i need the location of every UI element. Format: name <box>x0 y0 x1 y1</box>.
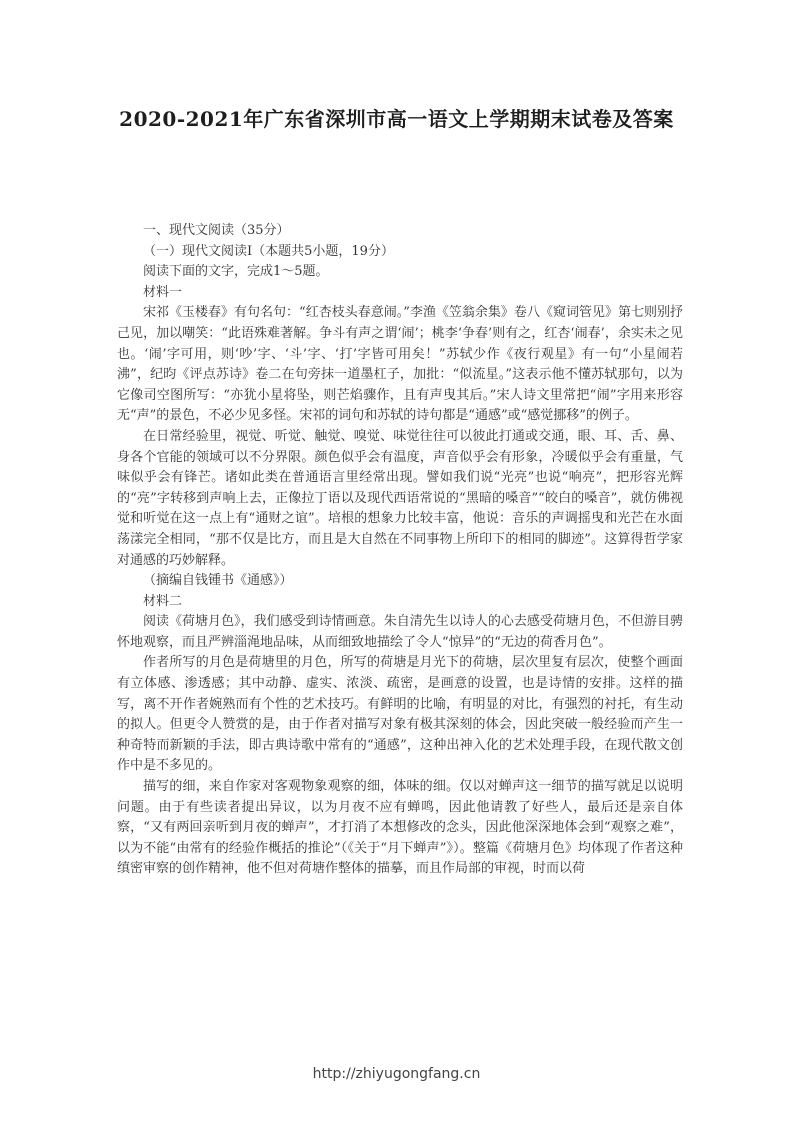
document-body <box>117 221 683 880</box>
material-one-source: （摘编自钱锺书《通感》） <box>143 573 293 589</box>
material-two-heading: 材料二 <box>143 593 183 609</box>
section-heading: 一、现代文阅读（35分） <box>143 223 290 238</box>
footer-url: http://zhiyugongfang.cn <box>312 1066 481 1082</box>
material-two-paragraph-2: 作者所写的月色是荷塘里的月色，所写的荷塘是月光下的荷塘，层次里复有层次，使整个画面有立体感、渗透感；其中动静、虚实、浓淡、疏密，是画意的设置，也是诗情的安排。这样的描写，离不开作者婉熟而有个性的艺术技巧。有鲜明的比喻，有明显的对比，有强烈的衬托，有生动的拟人。但更令人赞赏的是，由于作者对描写对象有极其深刻的体会，因此突破一般经验而产生一种奇特而新颖的手法，即古典诗歌中常有的“通感”，这种出神入化的艺术处理手段，在现代散文创作中是不多见的。 <box>117 655 683 774</box>
material-one-paragraph-2: 在日常经验里，视觉、听觉、触觉、嗅觉、味觉往往可以彼此打通或交通，眼、耳、舌、鼻、身各个官能的领域可以不分界限。颜色似乎会有温度，声音似乎会有形象，冷暖似乎会有重量，气味似乎会有锋芒。诸如此类在普通语言里经常出现。譬如我们说“光亮”也说“响亮”，把形容光辉的“亮”字转移到声响上去，正像拉丁语以及现代西语常说的“黑暗的嗓音”“皎白的嗓音”，就仿佛视觉和听觉在这一点上有“通财之谊”。培根的想象力比较丰富，他说：音乐的声调摇曳和光芒在水面荡漾完全相同，“那不仅是比方，而且是大自然在不同事物上所印下的相同的脚迹”。这算得哲学家对通感的巧妙解释。 <box>117 428 683 568</box>
document-title: 2020-2021年广东省深圳市高一语文上学期期末试卷及答案 <box>119 107 674 131</box>
reading-instruction: 阅读下面的文字，完成1～5题。 <box>143 264 329 280</box>
material-two-paragraph-3: 描写的细，来自作家对客观物象观察的细，体味的细。仅以对蝉声这一细节的描写就足以说明问题。由于有些读者提出异议，以为月夜不应有蝉鸣，因此他请教了好些人，最后还是亲自体察，“又有两回亲听到月夜的蝉声”，才打消了本想修改的念头，因此他深深地体会到“观察之难”，以为不能“由常有的经验作概括的推论”（《关于“月下蝉声”》）。整篇《荷塘月色》均体现了作者这种缜密审察的创作精神，他不但对荷塘作整体的描摹，而且作局部的审视，时而以荷 <box>117 779 683 877</box>
material-one-paragraph-1: 宋祁《玉楼春》有句名句：“红杏枝头春意闹。”李渔《笠翁余集》卷八《窥词管见》第七则别抒己见，加以嘲笑：“此语殊难著解。争斗有声之谓‘闹’；桃李‘争春’则有之，红杏‘闹春’，余实未之见也。‘闹’字可用，则‘吵’字、‘斗’字、‘打’字皆可用矣！”苏轼少作《夜行观星》有一句“小星闹若沸”，纪昀《评点苏诗》卷二在句旁抹一道墨杠子，加批：“似流星。”这表示他不懂苏轼那句，以为它像司空图所写：“亦犹小星将坠，则芒焰骤作，且有声曳其后。”宋人诗文里常把“闹”字用来形容无“声”的景色，不必少见多怪。宋祁的词句和苏轼的诗句都是“通感”或“感觉挪移”的例子。 <box>117 305 683 424</box>
subsection-heading: （一）现代文阅读Ⅰ（本题共5小题，19分） <box>143 243 394 259</box>
material-one-heading: 材料一 <box>143 284 183 300</box>
material-two-paragraph-1: 阅读《荷塘月色》，我们感受到诗情画意。朱自清先生以诗人的心去感受荷塘月色，不但游目骋怀地观察，而且严辨淄渑地品味，从而细致地描绘了令人“惊异”的“无边的荷香月色”。 <box>117 614 683 650</box>
